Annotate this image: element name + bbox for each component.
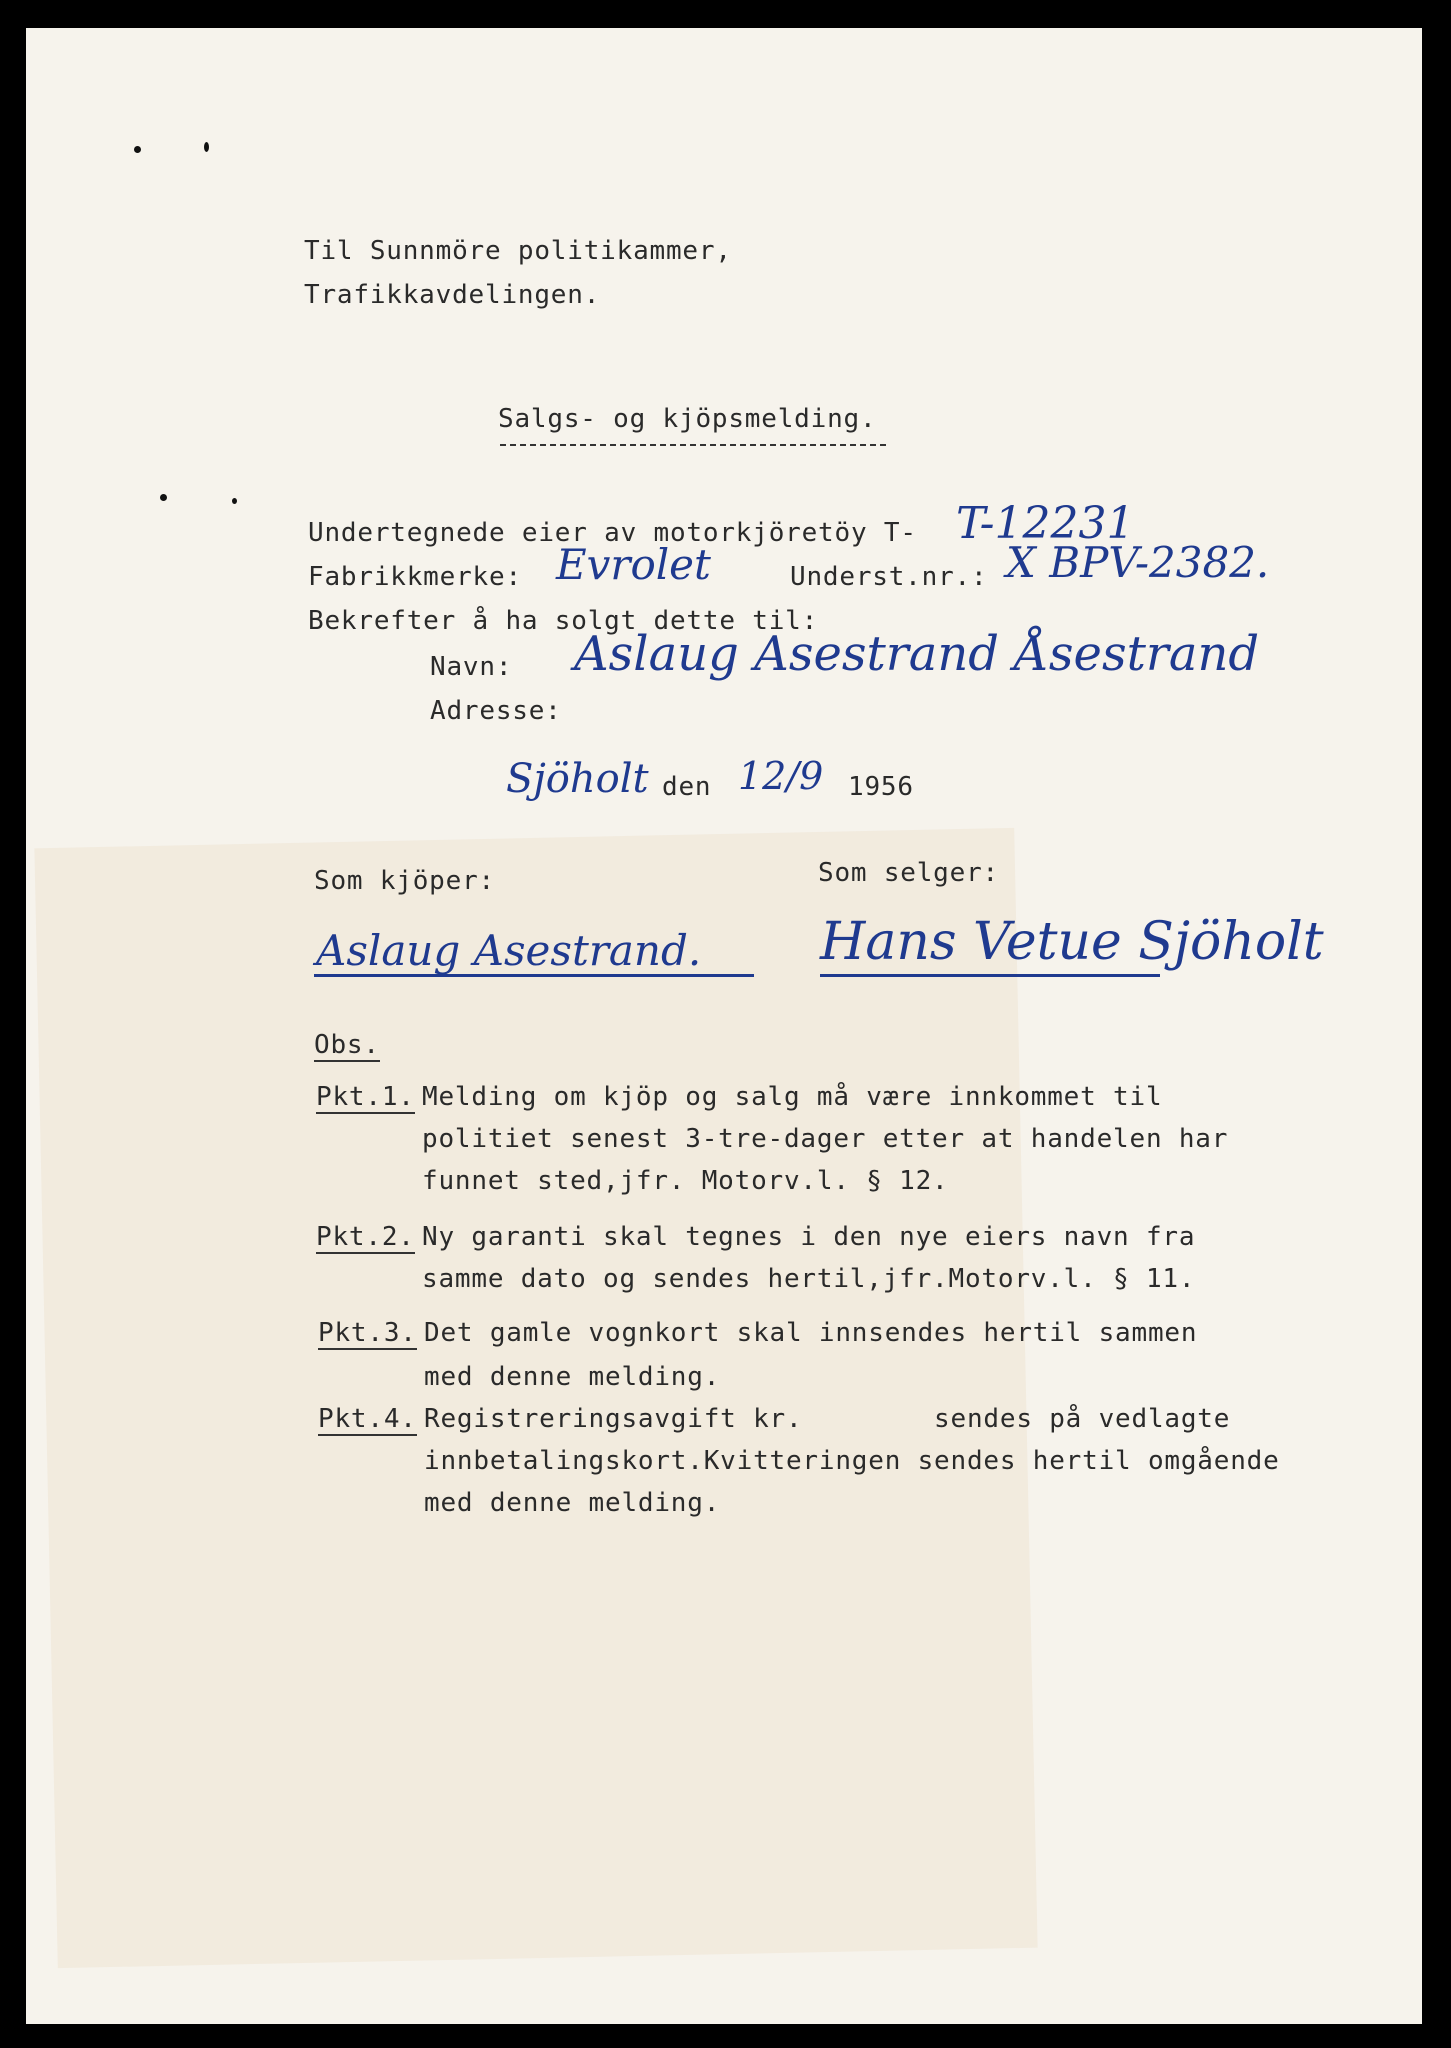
name-label: Navn: <box>430 652 513 682</box>
paper-stain <box>34 828 1037 1968</box>
point-3-line-2: med denne melding. <box>424 1362 721 1392</box>
buyer-label: Som kjöper: <box>314 866 495 896</box>
address-label: Adresse: <box>430 696 562 726</box>
buyer-signature: Aslaug Asestrand. <box>316 926 702 975</box>
seller-label: Som selger: <box>818 858 999 888</box>
chassis-value: X BPV-2382. <box>1006 538 1270 587</box>
point-1-line-2: politiet senest 3-tre-dager etter at handelen har <box>422 1124 1229 1154</box>
point-3-line-1: Det gamle vognkort skal innsendes hertil sammen <box>424 1318 1198 1348</box>
punch-mark <box>134 146 141 153</box>
point-4-line-3: med denne melding. <box>424 1488 721 1518</box>
point-4-line-1: Registreringsavgift kr. sendes på vedlagte <box>424 1404 1231 1434</box>
seller-signature: Hans Vetue Sjöholt <box>820 912 1324 972</box>
point-3-label: Pkt.3. <box>318 1318 417 1348</box>
make-value: Evrolet <box>556 540 711 589</box>
owner-label: Undertegnede eier av motorkjöretöy T- <box>308 518 917 548</box>
point-1-label: Pkt.1. <box>316 1082 415 1112</box>
seller-signature-line <box>820 974 1160 977</box>
point-4-line-2: innbetalingskort.Kvitteringen sendes hertil omgående <box>424 1446 1280 1476</box>
chassis-label: Underst.nr.: <box>790 562 988 592</box>
point-2-line-1: Ny garanti skal tegnes i den nye eiers navn fra <box>422 1222 1196 1252</box>
document-title: Salgs- og kjöpsmelding. <box>498 404 877 434</box>
confirm-label: Bekrefter å ha solgt dette til: <box>308 606 819 636</box>
point-1-line-1: Melding om kjöp og salg må være innkommet til <box>422 1082 1163 1112</box>
point-1-line-3: funnet sted,jfr. Motorv.l. § 12. <box>422 1166 949 1196</box>
registration-number: T-12231 <box>956 498 1135 549</box>
punch-mark <box>232 498 237 504</box>
point-2-line-2: samme dato og sendes hertil,jfr.Motorv.l. § 11. <box>422 1264 1196 1294</box>
date-year: 1956 <box>848 772 914 802</box>
make-label: Fabrikkmerke: <box>308 562 522 592</box>
buyer-signature-line <box>314 974 754 977</box>
place-value: Sjöholt <box>506 756 649 802</box>
buyer-name: Aslaug Asestrand Åsestrand <box>574 626 1260 682</box>
punch-mark <box>204 142 209 152</box>
title-underline <box>500 444 886 446</box>
point-4-label: Pkt.4. <box>318 1404 417 1434</box>
recipient-line-1: Til Sunnmöre politikammer, <box>304 236 732 266</box>
date-day-month: 12/9 <box>738 754 824 798</box>
punch-mark <box>160 494 167 501</box>
date-den: den <box>662 772 712 802</box>
document-page <box>26 28 1422 2024</box>
point-2-label: Pkt.2. <box>316 1222 415 1252</box>
obs-label: Obs. <box>314 1030 380 1060</box>
recipient-line-2: Trafikkavdelingen. <box>304 280 601 310</box>
